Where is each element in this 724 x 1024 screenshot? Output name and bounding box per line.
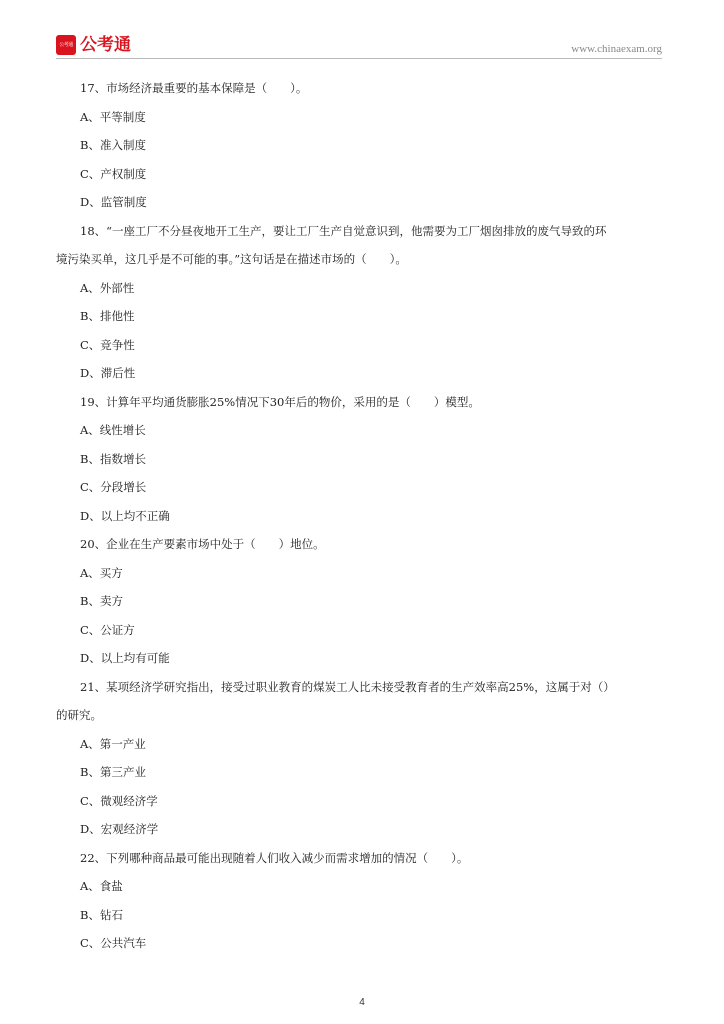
question-17 (56, 74, 662, 217)
answer-option: C、竞争性 (80, 337, 135, 352)
answer-option: B、排他性 (80, 309, 135, 323)
question-text: 19、计算年平均通货膨胀25%情况下30年后的物价，采用的是（ ）模型。 (80, 394, 480, 409)
question-18 (56, 217, 662, 388)
answer-option: B、卖方 (80, 594, 123, 608)
answer-option: B、指数增长 (80, 451, 146, 466)
answer-option: A、第一产业 (80, 736, 146, 751)
answer-option: D、滞后性 (80, 366, 136, 380)
answer-option: D、宏观经济学 (80, 822, 159, 836)
question-text-continued: 境污染买单，这几乎是不可能的事。”这句话是在描述市场的（ ）。 (56, 252, 407, 266)
answer-option: B、钻石 (80, 907, 123, 922)
answer-option: A、外部性 (80, 280, 135, 295)
page-header (56, 34, 662, 60)
answer-option: B、第三产业 (80, 765, 146, 779)
answer-option: C、微观经济学 (80, 793, 158, 808)
answer-option: A、买方 (80, 565, 123, 580)
question-19 (56, 388, 662, 531)
answer-option: C、产权制度 (80, 166, 147, 181)
question-list (56, 74, 662, 958)
logo-badge-icon: 公考通 (56, 35, 76, 55)
question-text: 22、下列哪种商品最可能出现随着人们收入减少而需求增加的情况（ ）。 (80, 850, 469, 865)
question-21 (56, 673, 662, 844)
question-20 (56, 530, 662, 673)
answer-option: D、以上均有可能 (80, 651, 170, 665)
site-url: www.chinaexam.org (571, 43, 662, 55)
answer-option: A、平等制度 (80, 109, 146, 124)
answer-option: D、监管制度 (80, 195, 147, 209)
header-divider (56, 58, 662, 59)
page-number: 4 (359, 997, 365, 1008)
answer-option: B、准入制度 (80, 138, 146, 152)
answer-option: C、分段增长 (80, 480, 147, 494)
answer-option: D、以上均不正确 (80, 508, 170, 523)
question-text: 18、“一座工厂不分昼夜地开工生产，要让工厂生产自觉意识到，他需要为工厂烟囱排放的废气导致的环 (80, 223, 607, 238)
question-text: 17、市场经济最重要的基本保障是（ ）。 (80, 81, 308, 95)
question-text: 20、企业在生产要素市场中处于（ ）地位。 (80, 537, 325, 551)
logo-text: 公考通 (80, 35, 131, 55)
answer-option: A、食盐 (80, 879, 123, 893)
question-text-continued: 的研究。 (56, 708, 102, 722)
answer-option: C、公证方 (80, 622, 135, 637)
question-text: 21、某项经济学研究指出，接受过职业教育的煤炭工人比未接受教育者的生产效率高25%，这属于对（） (80, 679, 615, 694)
answer-option: A、线性增长 (80, 423, 146, 437)
logo (56, 34, 131, 56)
question-22 (56, 844, 662, 958)
answer-option: C、公共汽车 (80, 936, 147, 950)
